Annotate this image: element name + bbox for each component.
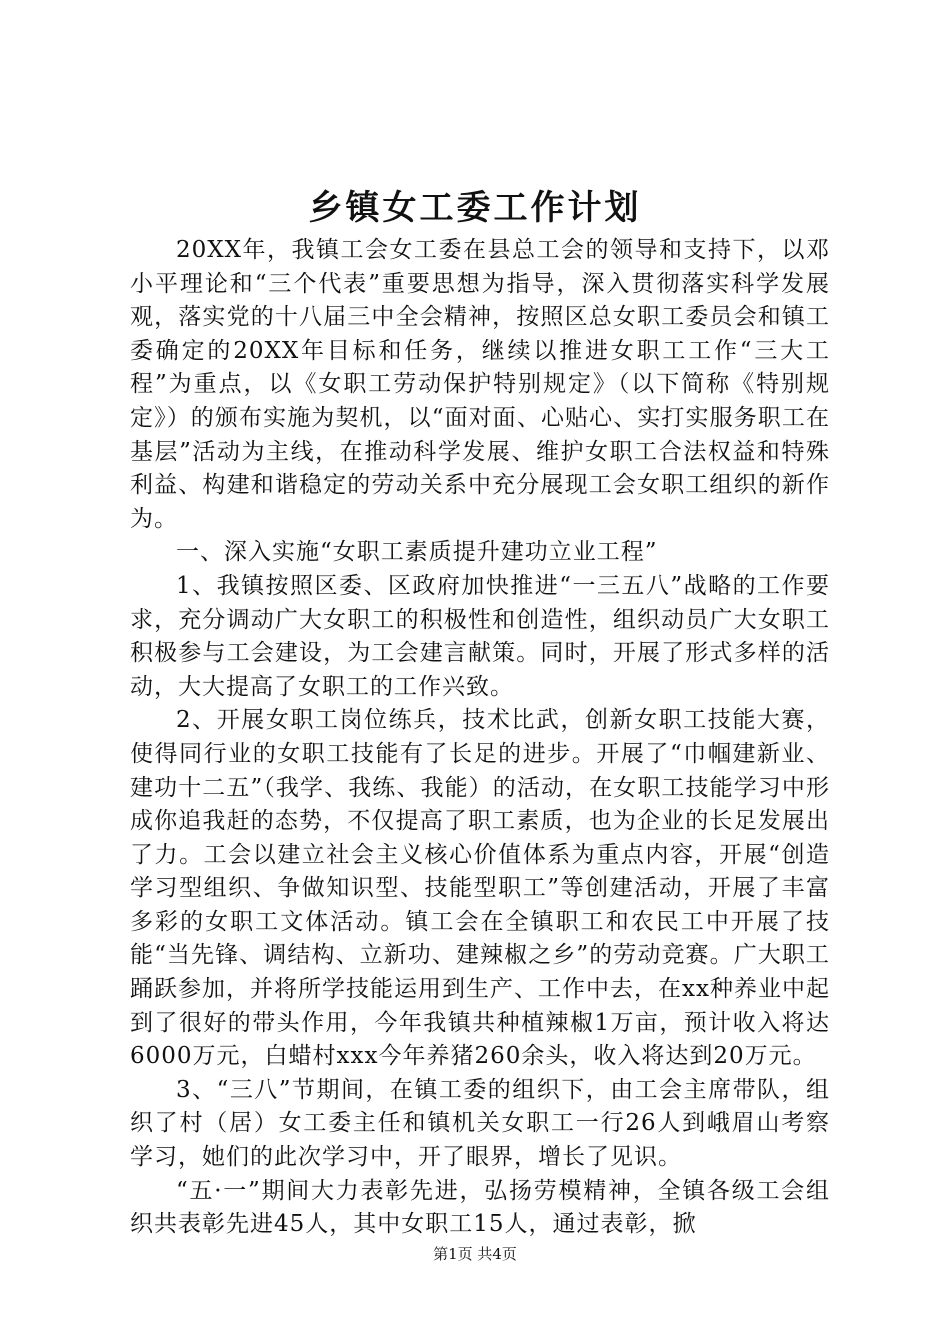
section-heading-1: 一、深入实施“女职工素质提升建功立业工程” [176,539,658,566]
paragraph-intro: 20XX年，我镇工会女工委在县总工会的领导和支持下，以邓小平理论和“三个代表”重要思想为指导，深入贯彻落实科学发展观，落实党的十八届三中全会精神，按照区总女职工委员会和镇工委确定的20XX年目标和任务，继续以推进女职工工作“三大工程”为重点，以《女职工劳动保护特别规定》（以下简称《特别规定》）的颁布实施为契机，以“面对面、心贴心、实打实服务职工在基层”活动为主线，在推动科学发展、维护女职工合法权益和特殊利益、构建和谐稳定的劳动关系中充分展现工会女职工组织的新作为。 [130,237,830,532]
paragraph-item-1: 1、我镇按照区委、区政府加快推进“一三五八”战略的工作要求，充分调动广大女职工的积极性和创造性，组织动员广大女职工积极参与工会建设，为工会建言献策。同时，开展了形式多样的活动，大大提高了女职工的工作兴致。 [130,572,830,700]
page-number-footer: 第1页 共4页 [433,1245,517,1263]
paragraph-may-day: “五·一”期间大力表彰先进，弘扬劳模精神，全镇各级工会组织共表彰先进45人，其中女职工15人，通过表彰，掀 [130,1177,830,1238]
paragraph-item-2: 2、开展女职工岗位练兵，技术比武，创新女职工技能大赛，使得同行业的女职工技能有了长足的进步。开展了“巾帼建新业、建功十二五”（我学、我练、我能）的活动，在女职工技能学习中形成你追我赶的态势，不仅提高了职工素质，也为企业的长足发展出了力。工会以建立社会主义核心价值体系为重点内容，开展“创造学习型组织、争做知识型、技能型职工”等创建活动，开展了丰富多彩的女职工文体活动。镇工会在全镇职工和农民工中开展了技能“当先锋、调结构、立新功、建辣椒之乡”的劳动竞赛。广大职工踊跃参加，并将所学技能运用到生产、工作中去，在xx种养业中起到了很好的带头作用，今年我镇共种植辣椒1万亩，预计收入将达6000万元，白蜡村xxx今年养猪260余头，收入将达到20万元。 [130,707,830,1070]
paragraph-item-3: 3、“三八”节期间，在镇工委的组织下，由工会主席带队，组织了村（居）女工委主任和镇机关女职工一行26人到峨眉山考察学习，她们的此次学习中，开了眼界，增长了见识。 [130,1076,830,1171]
document-title: 乡镇女工委工作计划 [308,188,642,228]
document-body [130,234,830,1242]
